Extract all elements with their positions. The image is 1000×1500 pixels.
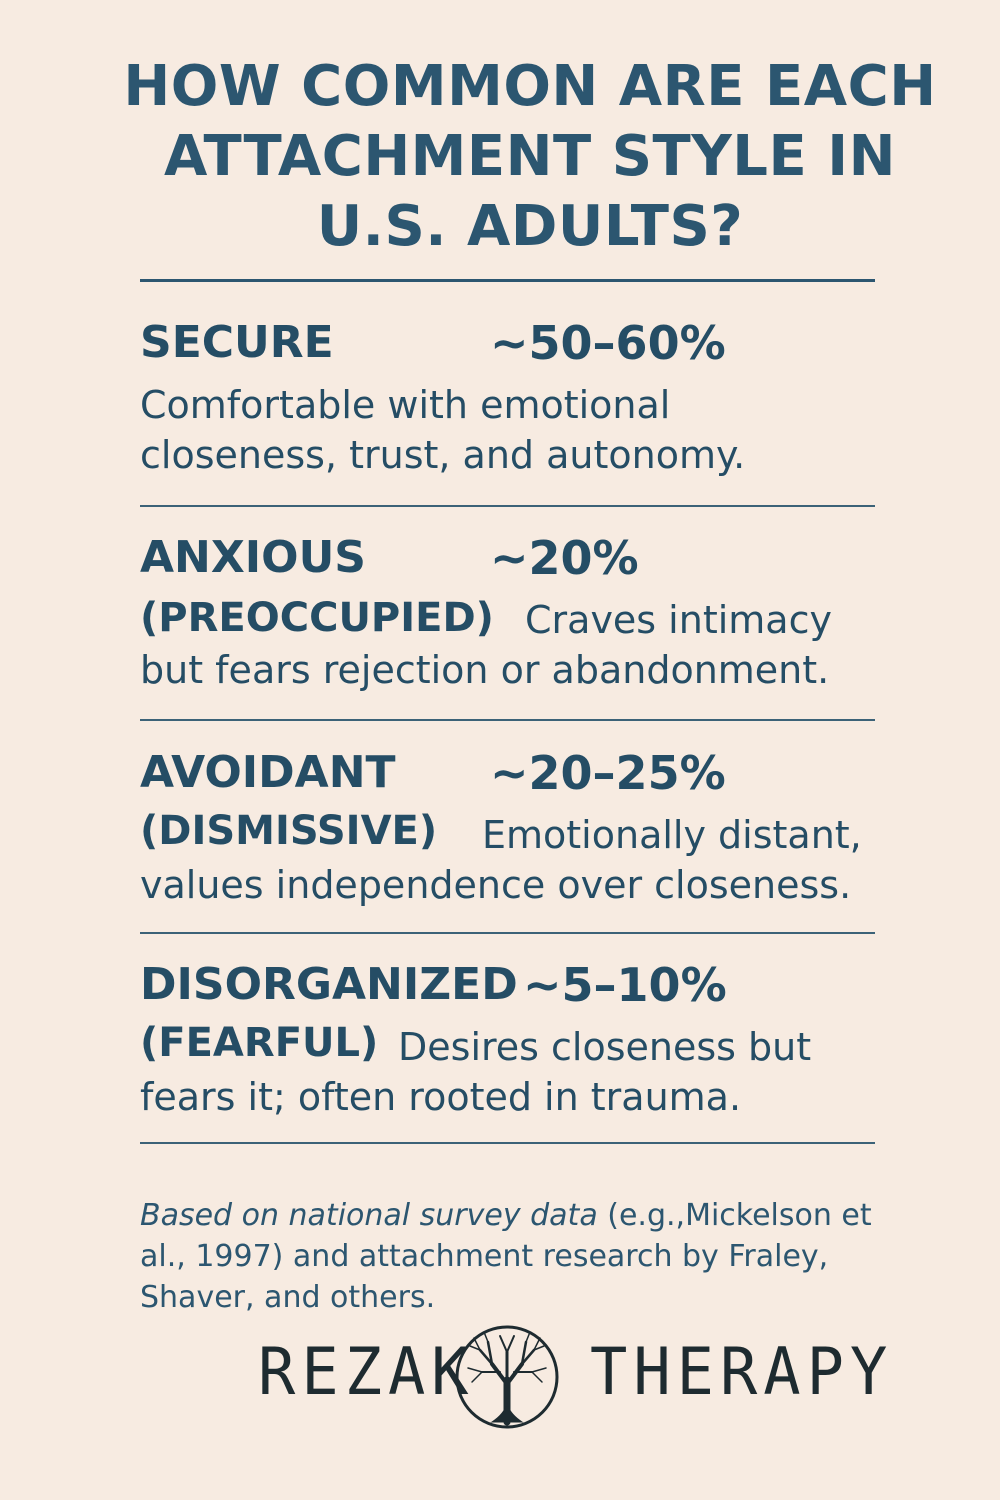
description-disorganized-inline: Desires closeness but xyxy=(398,1025,812,1069)
section-divider xyxy=(140,505,875,507)
style-name-secure: SECURE xyxy=(140,317,334,368)
brand-name-left: REZAK xyxy=(258,1333,475,1410)
section-divider xyxy=(140,932,875,934)
title-line-1: HOW COMMON ARE EACH xyxy=(123,54,937,119)
tree-icon xyxy=(452,1322,562,1432)
alias-avoidant: (DISMISSIVE) xyxy=(140,808,438,854)
brand-name-right: THERAPY xyxy=(590,1333,894,1410)
section-divider xyxy=(140,719,875,721)
percent-secure: ~50–60% xyxy=(490,316,726,370)
alias-anxious: (PREOCCUPIED) xyxy=(140,595,494,641)
description-secure-line-1: Comfortable with emotional xyxy=(140,383,671,427)
percent-avoidant: ~20–25% xyxy=(490,746,726,800)
brand-logo xyxy=(250,1318,894,1428)
style-name-anxious: ANXIOUS xyxy=(140,532,366,583)
description-disorganized-line: fears it; often rooted in trauma. xyxy=(140,1075,742,1119)
style-name-avoidant: AVOIDANT xyxy=(140,747,396,798)
section-divider xyxy=(140,1142,875,1144)
description-anxious-line: but fears rejection or abandonment. xyxy=(140,648,830,692)
section-avoidant xyxy=(140,748,900,908)
title-line-3: U.S. ADULTS? xyxy=(316,194,744,259)
description-secure-line-2: closeness, trust, and autonomy. xyxy=(140,433,746,477)
page-title xyxy=(80,52,980,262)
description-anxious-inline: Craves intimacy xyxy=(525,598,832,642)
footnote-italic: Based on national survey data xyxy=(140,1198,598,1233)
alias-disorganized: (FEARFUL) xyxy=(140,1020,379,1066)
percent-anxious: ~20% xyxy=(490,531,639,585)
style-name-disorganized: DISORGANIZED xyxy=(140,959,518,1010)
percent-disorganized: ~5–10% xyxy=(523,958,727,1012)
footnote-text: (e.g.,Mickelson et al., 1997) and attachment research by Fraley, Shaver, and others. xyxy=(140,1198,872,1315)
section-secure xyxy=(140,318,900,478)
section-anxious xyxy=(140,533,900,693)
description-avoidant-line: values independence over closeness. xyxy=(140,863,852,907)
description-avoidant-inline: Emotionally distant, xyxy=(482,813,862,857)
source-footnote xyxy=(140,1195,880,1318)
title-divider xyxy=(140,279,875,282)
section-disorganized xyxy=(140,960,900,1120)
title-line-2: ATTACHMENT STYLE IN xyxy=(164,124,896,189)
